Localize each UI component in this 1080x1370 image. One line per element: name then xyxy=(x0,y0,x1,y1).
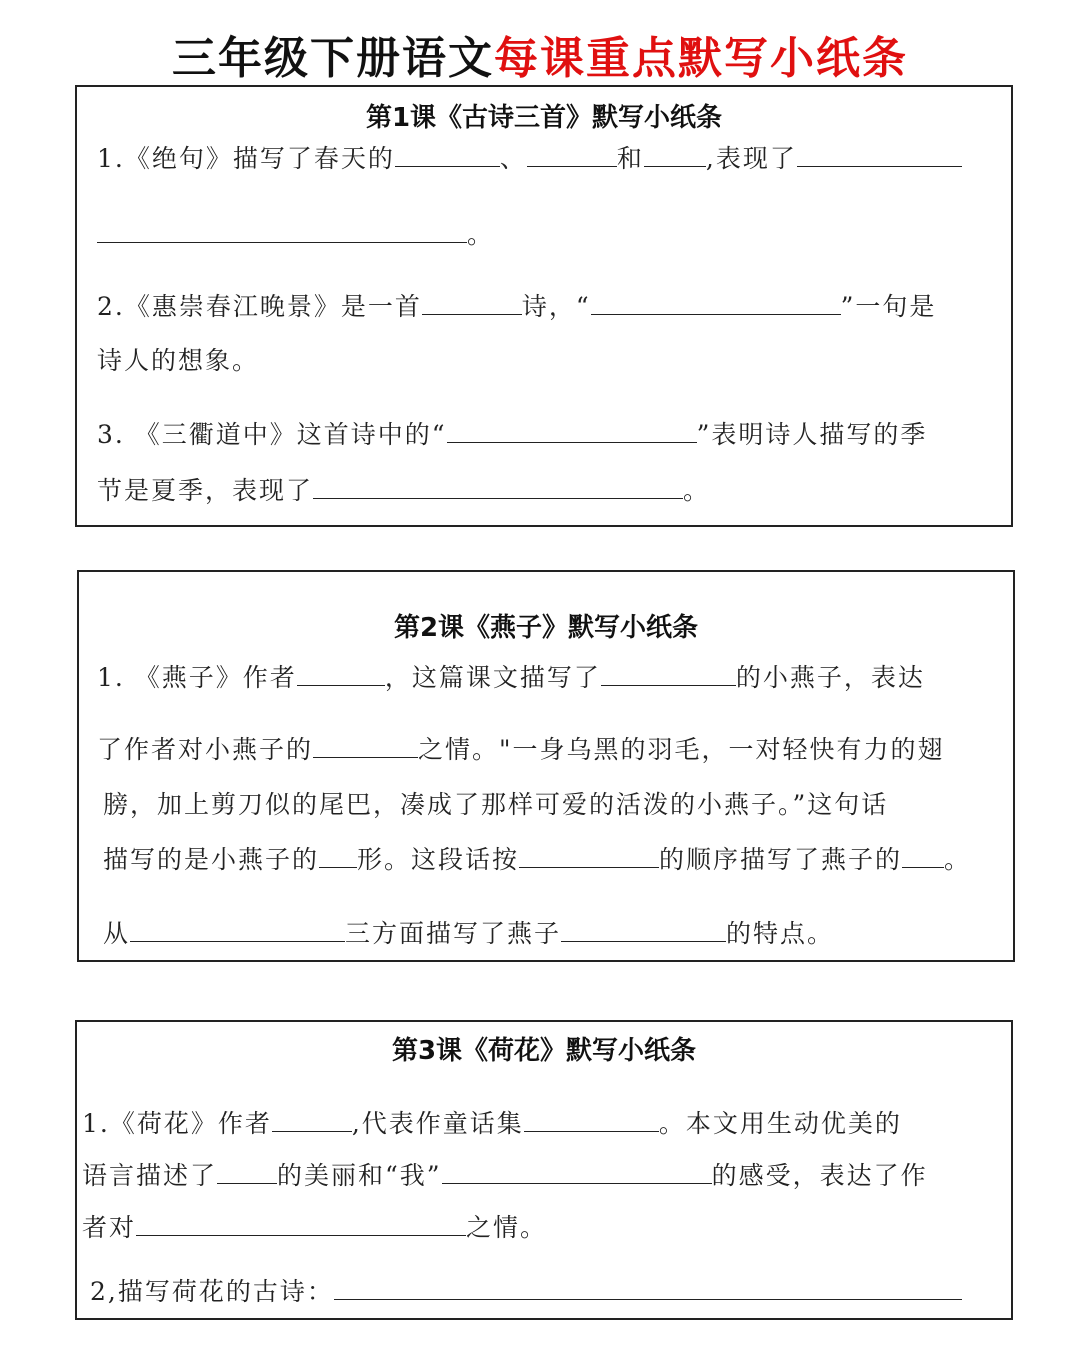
answer-blank[interactable] xyxy=(313,735,418,758)
lesson-1-question-3: 3. 《三衢道中》这首诗中的“ ”表明诗人描写的季 xyxy=(97,420,928,449)
lesson-3-line-4: 2,描写荷花的古诗： xyxy=(90,1272,962,1308)
lesson-1-question-2-continued: 诗人的想象。 xyxy=(97,346,260,375)
answer-blank[interactable] xyxy=(447,420,697,443)
answer-blank[interactable] xyxy=(524,1109,659,1132)
answer-blank[interactable] xyxy=(797,144,962,167)
lesson-3-line-2: 语言描述了 的美丽和“我” 的感受，表达了作 xyxy=(82,1161,928,1190)
lesson-1-question-1: 1.《绝句》描写了春天的 、 和 ,表现了 xyxy=(97,139,962,175)
answer-blank[interactable] xyxy=(313,476,683,499)
answer-blank[interactable] xyxy=(130,919,345,942)
page-title: 三年级下册语文每课重点默写小纸条 xyxy=(172,33,908,84)
lesson-2-card xyxy=(77,570,1015,962)
answer-blank[interactable] xyxy=(644,144,706,167)
lesson-2-line-5: 从 三方面描写了燕子 的特点。 xyxy=(103,919,835,948)
answer-blank[interactable] xyxy=(297,663,385,686)
lesson-3-line-3: 者对 之情。 xyxy=(82,1213,548,1242)
answer-blank[interactable] xyxy=(217,1161,277,1184)
lesson-2-line-3: 膀，加上剪刀似的尾巴，凑成了那样可爱的活泼的小燕子。”这句话 xyxy=(103,790,889,819)
lesson-1-question-2: 2.《惠崇春江晚景》是一首 诗，“ ”一句是 xyxy=(97,292,937,321)
answer-blank[interactable] xyxy=(422,292,522,315)
answer-blank[interactable] xyxy=(272,1109,352,1132)
lesson-2-line-2: 了作者对小燕子的 之情。"一身乌黑的羽毛，一对轻快有力的翅 xyxy=(97,735,945,764)
answer-blank[interactable] xyxy=(334,1277,962,1300)
answer-blank[interactable] xyxy=(561,919,726,942)
answer-blank[interactable] xyxy=(519,845,659,868)
answer-blank[interactable] xyxy=(591,292,841,315)
lesson-1-question-1-continued: 。 xyxy=(97,215,494,251)
lesson-1-card xyxy=(75,85,1013,527)
lesson-1-title: 第1课《古诗三首》默写小纸条 xyxy=(365,103,723,133)
answer-blank[interactable] xyxy=(527,144,617,167)
answer-blank[interactable] xyxy=(136,1213,466,1236)
answer-blank[interactable] xyxy=(319,845,357,868)
answer-blank[interactable] xyxy=(442,1161,712,1184)
lesson-1-question-3-continued: 节是夏季，表现了 。 xyxy=(97,476,711,505)
lesson-2-title: 第2课《燕子》默写小纸条 xyxy=(393,613,699,643)
lesson-3-title: 第3课《荷花》默写小纸条 xyxy=(391,1036,697,1066)
answer-blank[interactable] xyxy=(601,663,736,686)
lesson-2-line-4: 描写的是小燕子的 形。这段话按 的顺序描写了燕子的 。 xyxy=(103,845,972,874)
lesson-2-line-1: 1. 《燕子》作者 ，这篇课文描写了 的小燕子，表达 xyxy=(97,663,925,692)
lesson-3-card xyxy=(75,1020,1013,1320)
answer-blank[interactable] xyxy=(395,144,500,167)
answer-blank[interactable] xyxy=(97,220,467,243)
answer-blank[interactable] xyxy=(902,845,944,868)
lesson-3-line-1: 1.《荷花》作者 ,代表作童话集 。本文用生动优美的 xyxy=(82,1109,902,1138)
